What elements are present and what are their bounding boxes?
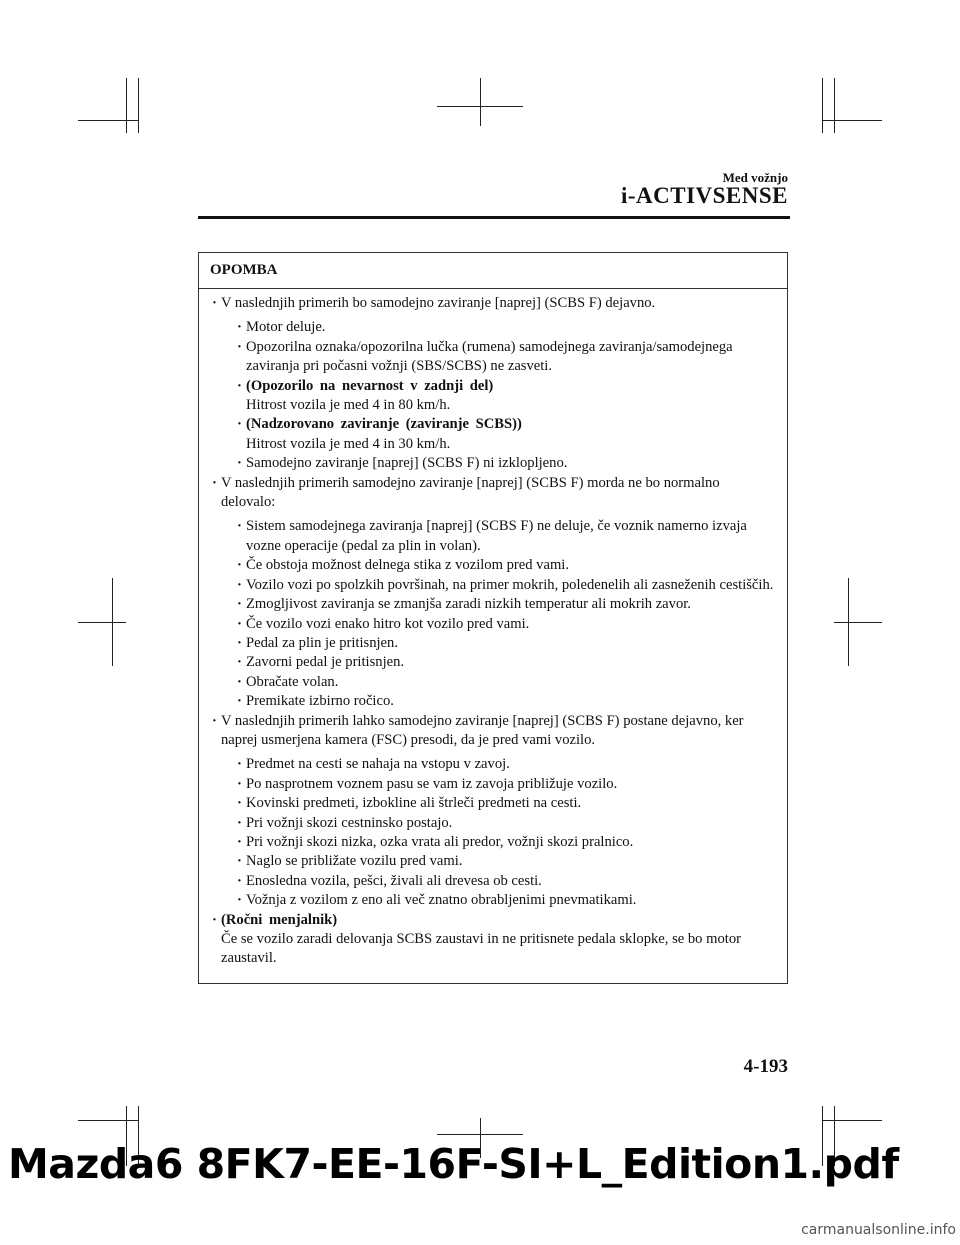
note-subbullet: · Pri vožnji skozi cestninsko postajo. <box>237 814 775 833</box>
crop-mark <box>834 78 835 133</box>
note-bullet: · V naslednjih primerih lahko samodejno zaviranje [naprej] (SCBS F) postane dejavno, ker naprej usmerjena kamera (FSC) presodi, da je pred vami vozilo. <box>212 712 775 751</box>
crop-mark <box>78 622 126 623</box>
note-subbullet: · Obračate volan. <box>237 673 775 692</box>
note-bullet-text: Če se vozilo zaradi delovanja SCBS zaustavi in ne pritisnete pedala sklopke, se bo motor zaustavil. <box>221 931 741 967</box>
document-filename: Mazda6 8FK7-EE-16F-SI+L_Edition1.pdf <box>8 1140 899 1188</box>
note-subbullet: · Pri vožnji skozi nizka, ozka vrata ali predor, vožnji skozi pralnico. <box>237 833 775 852</box>
note-subbullet-heading: · (Opozorilo na nevarnost v zadnji del) <box>237 377 775 396</box>
note-bullet-heading: · (Ročni menjalnik) <box>212 911 775 930</box>
note-subbullet: · Opozorilna oznaka/opozorilna lučka (rumena) samodejnega zaviranja/samodejnega zaviranja pri počasni vožnji (SBS/SCBS) ne zasveti. <box>237 338 775 377</box>
note-subbullet: · Premikate izbirno ročico. <box>237 692 775 711</box>
note-subbullet: · Enosledna vozila, pešci, živali ali drevesa ob cesti. <box>237 872 775 891</box>
section-title: i-ACTIVSENSE <box>620 183 788 208</box>
note-subbullet: · Vozilo vozi po spolzkih površinah, na primer mokrih, poledenelih ali zasneženih cestiščih. <box>237 576 775 595</box>
crop-mark <box>437 1134 523 1135</box>
note-subbullet-text: Hitrost vozila je med 4 in 80 km/h. <box>246 397 451 414</box>
crop-mark <box>822 1120 882 1121</box>
note-subbullet: · Motor deluje. <box>237 318 775 337</box>
crop-mark <box>822 78 823 133</box>
note-subbullet-text: Hitrost vozila je med 4 in 30 km/h. <box>246 435 451 452</box>
note-heading: OPOMBA <box>199 253 787 289</box>
note-box <box>198 252 788 984</box>
note-subbullet: · Zmogljivost zaviranja se zmanjša zaradi nizkih temperatur ali mokrih zavor. <box>237 595 775 614</box>
crop-mark <box>437 106 523 107</box>
note-subbullet: · Predmet na cesti se nahaja na vstopu v zavoj. <box>237 755 775 774</box>
note-bullet: · V naslednjih primerih bo samodejno zaviranje [naprej] (SCBS F) dejavno. <box>212 294 775 313</box>
note-subbullet: · Zavorni pedal je pritisnjen. <box>237 653 775 672</box>
crop-mark <box>138 78 139 133</box>
note-subbullet: · Samodejno zaviranje [naprej] (SCBS F) ni izklopljeno. <box>237 454 775 473</box>
note-subbullet-heading: · (Nadzorovano zaviranje (zaviranje SCBS)) <box>237 415 775 434</box>
note-subbullet: · Po nasprotnem voznem pasu se vam iz zavoja približuje vozilo. <box>237 775 775 794</box>
crop-mark <box>78 1120 138 1121</box>
note-subbullet: · Pedal za plin je pritisnjen. <box>237 634 775 653</box>
note-subbullet: · Kovinski predmeti, izbokline ali štrleči predmeti na cesti. <box>237 794 775 813</box>
note-subbullet: · Vožnja z vozilom z eno ali več znatno obrabljenimi pnevmatikami. <box>237 891 775 910</box>
note-subbullet: · Sistem samodejnega zaviranja [naprej] (SCBS F) ne deluje, če voznik namerno izvaja vozne operacije (pedal za plin in volan). <box>237 517 775 556</box>
crop-mark <box>480 78 481 126</box>
page-number: 4-193 <box>743 1056 788 1077</box>
section-label: Med vožnjo <box>722 170 788 185</box>
note-body <box>199 289 787 969</box>
crop-mark <box>822 120 882 121</box>
note-subbullet: · Če obstoja možnost delnega stika z vozilom pred vami. <box>237 556 775 575</box>
crop-mark <box>126 78 127 133</box>
watermark-link[interactable]: carmanualsonline.info <box>801 1222 956 1238</box>
note-bullet: · V naslednjih primerih samodejno zaviranje [naprej] (SCBS F) morda ne bo normalno delovalo: <box>212 474 775 513</box>
crop-mark <box>834 622 882 623</box>
note-subbullet: · Če vozilo vozi enako hitro kot vozilo pred vami. <box>237 615 775 634</box>
header-rule <box>198 216 790 219</box>
note-subbullet: · Naglo se približate vozilu pred vami. <box>237 852 775 871</box>
crop-mark <box>78 120 138 121</box>
